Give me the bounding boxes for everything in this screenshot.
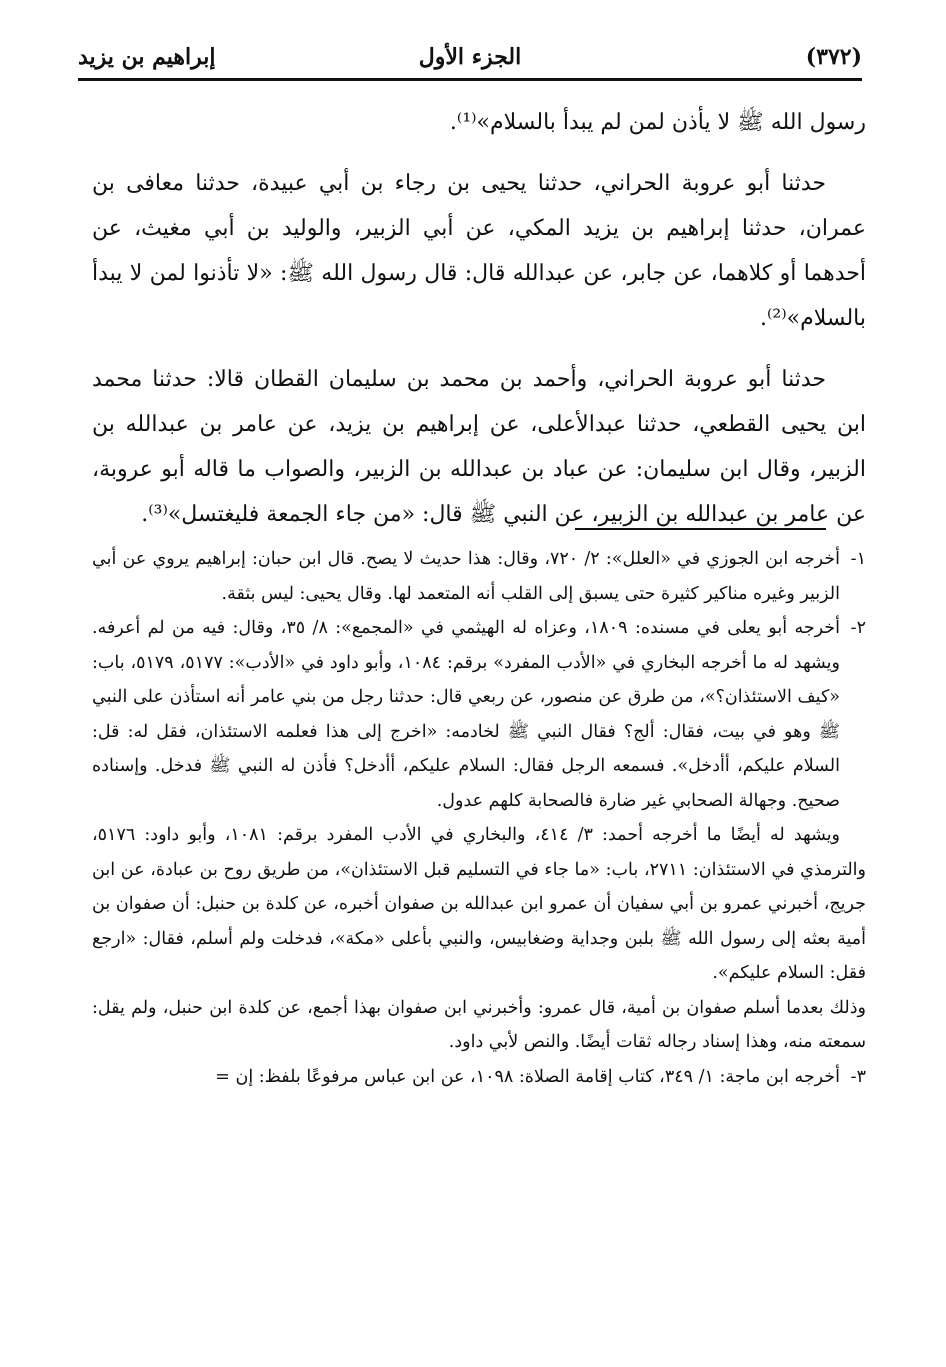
chapter-title: إبراهيم بن يزيد	[78, 44, 216, 70]
page-number: (٣٧٢)	[805, 44, 862, 70]
footnote-text: أخرجه ابن ماجة: ١/ ٣٤٩، كتاب إقامة الصلاة: ١٠٩٨، عن ابن عباس مرفوعًا بلفظ: إن =	[215, 1066, 840, 1087]
footnote	[92, 1060, 866, 1095]
footnote-text: أخرجه أبو يعلى في مسنده: ١٨٠٩، وعزاه له الهيثمي في «المجمع»: ٨/ ٣٥، وقال: فيه من لم أعرفه. ويشهد له ما أخرجه البخاري في «الأدب المفرد» برقم: ١٠٨٤، وأبو داود في «الأدب»: ٥١٧٧، ٥١٧٩، باب: «كيف الاستئذان؟»، من طرق عن منصور، عن ربعي قال: حدثنا رجل من بني عامر أنه استأذن على النبي ﷺ وهو في بيت، فقال: ألج؟ فقال النبي ﷺ لخادمه: «اخرج إلى هذا فعلمه الاستئذان، فقل له: قل: السلام عليكم، أأدخل». فسمعه الرجل فقال: السلام عليكم، أأدخل؟ فأذن له النبي ﷺ فدخل. وإسناده صحيح. وجهالة الصحابي غير ضارة فالصحابة كلهم عدول.	[92, 618, 840, 811]
paragraph: حدثنا أبو عروبة الحراني، حدثنا يحيى بن رجاء بن أبي عبيدة، حدثنا معافى بن عمران، حدثنا إبراهيم بن يزيد المكي، عن أبي الزبير، والوليد بن أبي مغيث، عن أحدهما أو كلاهما، عن جابر، عن عبدالله قال: قال رسول الله ﷺ: «لا تأذنوا لمن لا يبدأ بالسلام»⁽²⁾.	[92, 171, 866, 331]
footnote-number: ١-	[850, 549, 866, 569]
footnotes	[92, 542, 866, 1094]
footnote-number: ٣-	[850, 1066, 866, 1087]
footnote-number: ٢-	[850, 618, 866, 638]
footnote-continuation: وذلك بعدما أسلم صفوان بن أمية، قال عمرو: وأخبرني ابن صفوان بهذا أجمع، عن كلدة ابن حنبل، ولم يقل: سمعته منه، وهذا إسناد رجاله ثقات أيضًا. والنص لأبي داود.	[92, 997, 866, 1052]
footnote-text: أخرجه ابن الجوزي في «العلل»: ٢/ ٧٢٠، وقال: هذا حديث لا يصح. قال ابن حبان: إبراهيم يروي عن أبي الزبير وغيره مناكير كثيرة حتى يسبق إلى القلب أنه المتعمد لها. وقال يحيى: ليس بثقة.	[92, 549, 840, 604]
header-rule	[78, 78, 862, 81]
paragraph: حدثنا أبو عروبة الحراني، وأحمد بن محمد بن سليمان القطان قالا: حدثنا محمد ابن يحيى القطعي، حدثنا عبدالأعلى، عن إبراهيم بن يزيد، عن عامر بن عبدالله بن الزبير، وقال ابن سليمان: عن عباد بن عبدالله بن الزبير، والصواب ما قاله أبو عروبة، عن عامر بن عبدالله بن الزبير، عن النبي ﷺ قال: «من جاء الجمعة فليغتسل»⁽³⁾.	[92, 367, 866, 527]
footnote	[92, 542, 866, 611]
volume-title: الجزء الأول	[418, 44, 522, 70]
main-text	[92, 100, 866, 553]
page-header	[78, 40, 862, 84]
footnote-separator	[575, 528, 826, 530]
paragraph: رسول الله ﷺ لا يأذن لمن لم يبدأ بالسلام»⁽¹⁾.	[449, 110, 866, 135]
footnote-continuation: ويشهد له أيضًا ما أخرجه أحمد: ٣/ ٤١٤، والبخاري في الأدب المفرد برقم: ١٠٨١، وأبو داود: ٥١٧٦، والترمذي في الاستئذان: ٢٧١١، باب: «ما جاء في التسليم قبل الاستئذان»، من طريق روح بن عبادة، عن ابن جريج، أخبرني عمرو بن أبي سفيان أن عمرو ابن عبدالله بن صفوان أخبره، عن كلدة بن حنبل: أن صفوان بن أمية بعثه إلى رسول الله ﷺ بلبن وجداية وضغابيس، والنبي بأعلى «مكة»، فدخلت ولم أسلم، فقال: «ارجع فقل: السلام عليكم».	[92, 825, 866, 983]
footnote	[92, 611, 866, 818]
